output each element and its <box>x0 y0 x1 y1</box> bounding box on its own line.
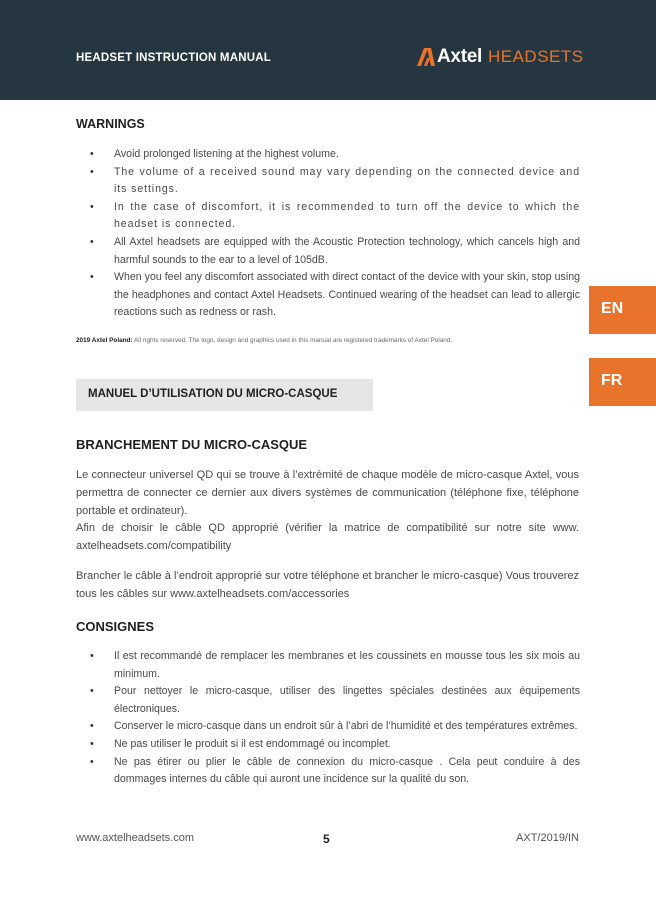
list-item: • Conserver le micro-casque dans un endroit sûr à l’abri de l’humidité et des températures extrêmes. <box>90 718 580 736</box>
bullet-icon: • <box>90 650 94 662</box>
list-item: • In the case of discomfort, it is recommended to turn off the device to which the headset is connected. <box>90 200 580 231</box>
instructions-list <box>90 648 580 789</box>
axtel-a-icon <box>416 47 436 67</box>
bullet-icon: • <box>90 200 95 213</box>
list-item: • When you feel any discomfort associated with direct contact of the device with your skin, stop using the headphones and contact Axtel Headsets. Continued wearing of the headset can lead to allergic reactions such as redness or rash. <box>90 271 580 319</box>
bullet-icon: • <box>90 685 94 698</box>
list-item: • The volume of a received sound may vary depending on the connected device and its settings. <box>90 165 580 196</box>
document-reference: AXT/2019/IN <box>516 832 579 844</box>
connection-heading: BRANCHEMENT DU MICRO-CASQUE <box>76 437 308 452</box>
language-tab-fr[interactable]: FR <box>589 358 656 406</box>
list-item: • Il est recommandé de remplacer les membranes et les coussinets en mousse tous les six mois au minimum. <box>90 650 580 680</box>
connection-paragraph-1: Le connecteur universel QD qui se trouve à l’extrémité de chaque modèle de micro-casque Axtel, vous permettra de connecter ce dernier aux divers systèmes de communication (téléphone fixe, téléphone portable et ordinateur). <box>76 469 579 517</box>
warnings-list <box>90 146 580 322</box>
copyright-notice: 2019 Axtel Poland: All rights reserved. The logo, design and graphics used in this manual are registered trademarks of Axtel Poland. <box>76 337 453 344</box>
bullet-icon: • <box>90 720 94 733</box>
bullet-icon: • <box>90 271 94 284</box>
connection-paragraph-3: Brancher le câble à l’endroit approprié sur votre téléphone et brancher le micro-casque) Vous trouverez tous les câbles sur www.axtelheadsets.com/accessories <box>76 570 579 600</box>
logo-suffix: HEADSETS <box>487 47 584 66</box>
page-header <box>0 0 656 100</box>
bullet-icon: • <box>90 165 95 178</box>
header-title: HEADSET INSTRUCTION MANUAL <box>76 52 271 64</box>
list-item: • Ne pas étirer ou plier le câble de connexion du micro-casque . Cela peut conduire à des dommages internes du câble qui auront une incidence sur la qualité du son. <box>90 755 580 786</box>
section-title-box <box>76 379 373 411</box>
bullet-icon: • <box>90 148 94 160</box>
instructions-heading: CONSIGNES <box>76 619 155 634</box>
list-item: • Avoid prolonged listening at the highest volume. <box>90 146 580 164</box>
logo-brand: Axtel <box>437 46 482 67</box>
bullet-icon: • <box>90 755 94 768</box>
list-item: • Ne pas utiliser le produit si il est endommagé ou incomplet. <box>90 736 580 754</box>
language-tab-en[interactable]: EN <box>589 286 656 334</box>
list-item: • All Axtel headsets are equipped with the Acoustic Protection technology, which cancels high and harmful sounds to the ear to a level of 105dB. <box>90 235 580 266</box>
manual-title-fr: MANUEL D’UTILISATION DU MICRO-CASQUE <box>88 388 338 400</box>
axtel-logo <box>416 44 584 70</box>
bullet-icon: • <box>90 737 94 750</box>
warnings-heading: WARNINGS <box>76 117 145 131</box>
bullet-icon: • <box>90 235 94 248</box>
footer-website-link[interactable]: www.axtelheadsets.com <box>76 832 194 844</box>
list-item: • Pour nettoyer le micro-casque, utiliser des lingettes spéciales destinées aux équipements électroniques. <box>90 685 580 715</box>
connection-paragraph-2: Afin de choisir le câble QD approprié (vérifier la matrice de compatibilité sur notre site www. axtelheadsets.com/compatibility <box>76 522 579 552</box>
page-number: 5 <box>323 832 330 846</box>
